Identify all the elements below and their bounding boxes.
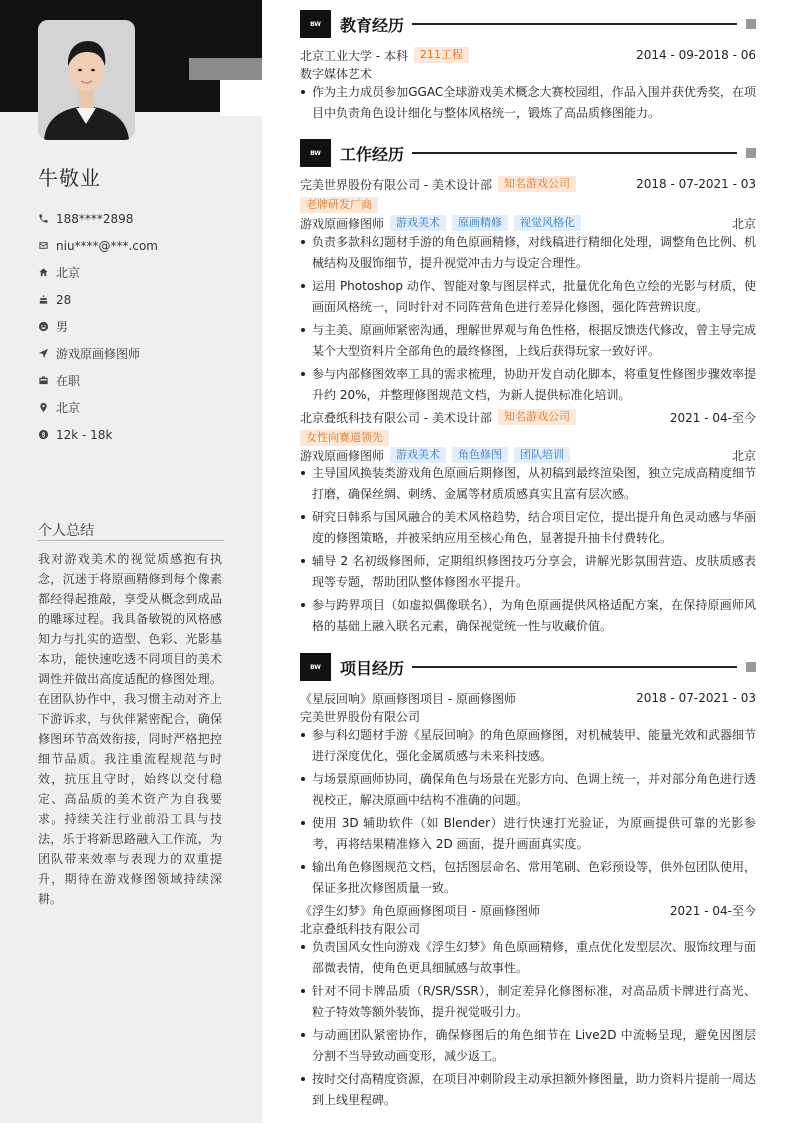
job-1-row [300, 175, 756, 193]
list-item: 作为主力成员参加GGAC全球游戏美术概念大赛校园组，作品入围并获优秀奖，在项目中负责角色设计细化与整体风格统一，锻炼了高品质修图能力。 [300, 82, 756, 124]
info-age-text: 28 [56, 292, 72, 307]
project-1-name: 《星辰回响》原画修图项目 - 原画修图师 [300, 691, 516, 706]
project-2-bullets [300, 937, 756, 1113]
header-decoration-gray [189, 58, 262, 80]
job-2-city: 北京 [731, 448, 756, 463]
project-2-name: 《浮生幻梦》角色原画修图项目 - 原画修图师 [300, 903, 540, 918]
job-1-role: 游戏原画修图师 [300, 216, 385, 231]
job-1-tag-row [300, 196, 756, 214]
list-item: 研究日韩系与国风融合的美术风格趋势，结合项目定位，提出提升角色灵动感与华丽度的修图策略，并被采纳应用至核心角色，显著提升抽卡付费转化。 [300, 507, 756, 549]
project-2-company-row [300, 919, 756, 937]
projects-title: 项目经历 [340, 658, 405, 678]
job-2-tag: 知名游戏公司 [498, 409, 576, 425]
info-age [38, 286, 238, 313]
job-1-city: 北京 [731, 216, 756, 231]
education-title: 教育经历 [340, 15, 405, 35]
project-1-company: 完美世界股份有限公司 [300, 709, 421, 724]
major-name: 数字媒体艺术 [300, 66, 373, 81]
list-item: 运用 Photoshop 动作、智能对象与图层样式，批量优化角色立绘的光影与材质，使画面风格统一，同时针对不同阵营角色进行差异化修图，强化阵营辨识度。 [300, 276, 756, 318]
job-1-skill: 原画精修 [452, 215, 508, 231]
summary-text: 我对游戏美术的视觉质感抱有执念，沉迷于将原画精修到每个像素都经得起推敲，享受从概念到成品的雕琢过程。我具备敏锐的风格感知力与扎实的造型、色彩、光影基本功，能快速吃透不同项目的美术调性并做出高度适配的修图处理。在团队协作中，我习惯主动对齐上下游诉求，与伙伴紧密配合，确保修图环节高效衔接，同时严格把控细节品质。我注重流程规范与时效，抗压且守时，始终以交付稳定、高品质的美术资产为自我要求。持续关注行业前沿工具与技法，乐于将新思路融入工作流，为团队带来效率与表现力的双重提升，期待在游戏修图领域持续深耕。 [38, 552, 222, 906]
list-item: 输出角色修图规范文档，包括图层命名、常用笔刷、色彩预设等，供外包团队使用，保证多批次修图质量一致。 [300, 857, 756, 899]
section-rule [412, 666, 737, 668]
school-name: 北京工业大学 - 本科 [300, 48, 408, 63]
job-1-bullets [300, 232, 756, 408]
info-city [38, 394, 238, 421]
info-salary [38, 421, 238, 448]
section-rule [412, 23, 737, 25]
list-item: 使用 3D 辅助软件（如 Blender）进行快速打光验证，为原画提供可靠的光影参考，再将结果精准修入 2D 画面，提升画面真实度。 [300, 813, 756, 855]
info-location [38, 259, 238, 286]
job-1-role-row [300, 214, 756, 232]
job-2-tag-row [300, 429, 756, 447]
info-position [38, 340, 238, 367]
major-row [300, 64, 756, 82]
section-logo: BW [300, 139, 331, 167]
list-item: 主导国风换装类游戏角色原画后期修图，从初稿到最终渲染图，独立完成高精度细节打磨，确保丝绸、刺绣、金属等材质质感真实且富有层次感。 [300, 463, 756, 505]
job-1-tag: 知名游戏公司 [498, 176, 576, 192]
job-2-tag-2: 女性向赛道领先 [300, 430, 389, 446]
info-phone-text[interactable]: 188****2898 [56, 211, 134, 226]
info-location-text: 北京 [56, 266, 81, 280]
mail-icon [38, 240, 56, 251]
project-1-row [300, 689, 756, 707]
work-title: 工作经历 [340, 144, 405, 164]
section-logo: BW [300, 653, 331, 681]
section-square [746, 19, 756, 29]
job-2-date: 2021 - 04-至今 [669, 410, 756, 425]
portrait-illustration [38, 20, 135, 140]
info-status [38, 367, 238, 394]
section-rule [412, 152, 737, 154]
job-2-skill: 角色修图 [452, 447, 508, 463]
section-square [746, 662, 756, 672]
phone-icon [38, 213, 56, 224]
project-2-company: 北京叠纸科技有限公司 [300, 921, 421, 936]
project-1-date: 2018 - 07-2021 - 03 [636, 691, 756, 705]
job-2-role-row [300, 446, 756, 464]
job-2-company: 北京叠纸科技有限公司 - 美术设计部 [300, 410, 492, 425]
section-logo: BW [300, 10, 331, 38]
education-section-header [300, 10, 756, 38]
info-email-text[interactable]: niu****@***.com [56, 238, 158, 253]
job-2-row [300, 408, 756, 426]
job-1-skill: 游戏美术 [390, 215, 446, 231]
list-item: 与动画团队紧密协作，确保修图后的角色细节在 Live2D 中流畅呈现，避免因图层分割不当导致动画变形，减少返工。 [300, 1025, 756, 1067]
cake-icon [38, 294, 56, 305]
job-1-company: 完美世界股份有限公司 - 美术设计部 [300, 177, 492, 192]
school-tag: 211工程 [414, 47, 469, 63]
project-2-date: 2021 - 04-至今 [669, 903, 756, 918]
job-2-skill: 团队培训 [514, 447, 570, 463]
education-date: 2014 - 09-2018 - 06 [636, 48, 756, 62]
summary-divider [38, 540, 224, 541]
info-city-text: 北京 [56, 401, 81, 415]
send-icon [38, 348, 56, 359]
profile-photo [38, 20, 135, 140]
salary-icon [38, 429, 56, 440]
contact-info-list [38, 205, 238, 448]
sidebar [0, 0, 262, 1123]
face-icon [38, 321, 56, 332]
education-row [300, 46, 756, 64]
job-2-role: 游戏原画修图师 [300, 448, 385, 463]
list-item: 按时交付高精度资源，在项目冲刺阶段主动承担额外修图量，助力资料片提前一周达到上线里程碑。 [300, 1069, 756, 1111]
header-decoration-white [220, 80, 262, 116]
list-item: 与主美、原画师紧密沟通，理解世界观与角色性格，根据反馈迭代修改，曾主导完成某个大型资料片全部角色的最终修图，上线后获得玩家一致好评。 [300, 320, 756, 362]
location-pin-icon [38, 402, 56, 413]
info-status-text: 在职 [56, 374, 81, 388]
job-1-tag-2: 老牌研发厂商 [300, 197, 378, 213]
section-square [746, 148, 756, 158]
list-item: 参与科幻题材手游《星辰回响》的角色原画修图，对机械装甲、能量光效和武器细节进行深度优化，强化金属质感与未来科技感。 [300, 725, 756, 767]
summary-title: 个人总结 [38, 523, 94, 539]
list-item: 参与内部修图效率工具的需求梳理，协助开发自动化脚本，将重复性修图步骤效率提升约 20%，并整理修图规范文档，为新人提供标准化培训。 [300, 364, 756, 406]
project-2-row [300, 901, 756, 919]
info-gender [38, 313, 238, 340]
project-1-company-row [300, 707, 756, 725]
info-phone [38, 205, 238, 232]
candidate-name: 牛敬业 [38, 166, 101, 190]
briefcase-icon [38, 375, 56, 386]
job-2-bullets [300, 463, 756, 639]
work-section-header [300, 139, 756, 167]
list-item: 负责国风女性向游戏《浮生幻梦》角色原画精修，重点优化发型层次、服饰纹理与面部微表情，使角色更具细腻感与故事性。 [300, 937, 756, 979]
list-item: 参与跨界项目（如虚拟偶像联名），为角色原画提供风格适配方案，在保持原画师风格的基础上融入联名元素，确保视觉统一性与收藏价值。 [300, 595, 756, 637]
info-salary-text: 12k - 18k [56, 427, 113, 442]
projects-section-header [300, 653, 756, 681]
education-bullets [300, 82, 756, 126]
job-1-date: 2018 - 07-2021 - 03 [636, 177, 756, 191]
list-item: 负责多款科幻题材手游的角色原画精修，对线稿进行精细化处理，调整角色比例、机械结构及服饰细节，提升视觉冲击力与设定合理性。 [300, 232, 756, 274]
job-1-skill: 视觉风格化 [514, 215, 581, 231]
list-item: 辅导 2 名初级修图师，定期组织修图技巧分享会，讲解光影氛围营造、皮肤质感表现等专题，帮助团队整体修图水平提升。 [300, 551, 756, 593]
info-position-text: 游戏原画修图师 [56, 347, 141, 361]
job-2-skill: 游戏美术 [390, 447, 446, 463]
list-item: 针对不同卡牌品质（R/SR/SSR），制定差异化修图标准，对高品质卡牌进行高光、粒子特效等额外装饰，提升视觉吸引力。 [300, 981, 756, 1023]
project-1-bullets [300, 725, 756, 901]
list-item: 与场景原画师协同，确保角色与场景在光影方向、色调上统一，并对部分角色进行透视校正，解决原画中结构不准确的问题。 [300, 769, 756, 811]
home-icon [38, 267, 56, 278]
info-email [38, 232, 238, 259]
info-gender-text: 男 [56, 320, 69, 334]
